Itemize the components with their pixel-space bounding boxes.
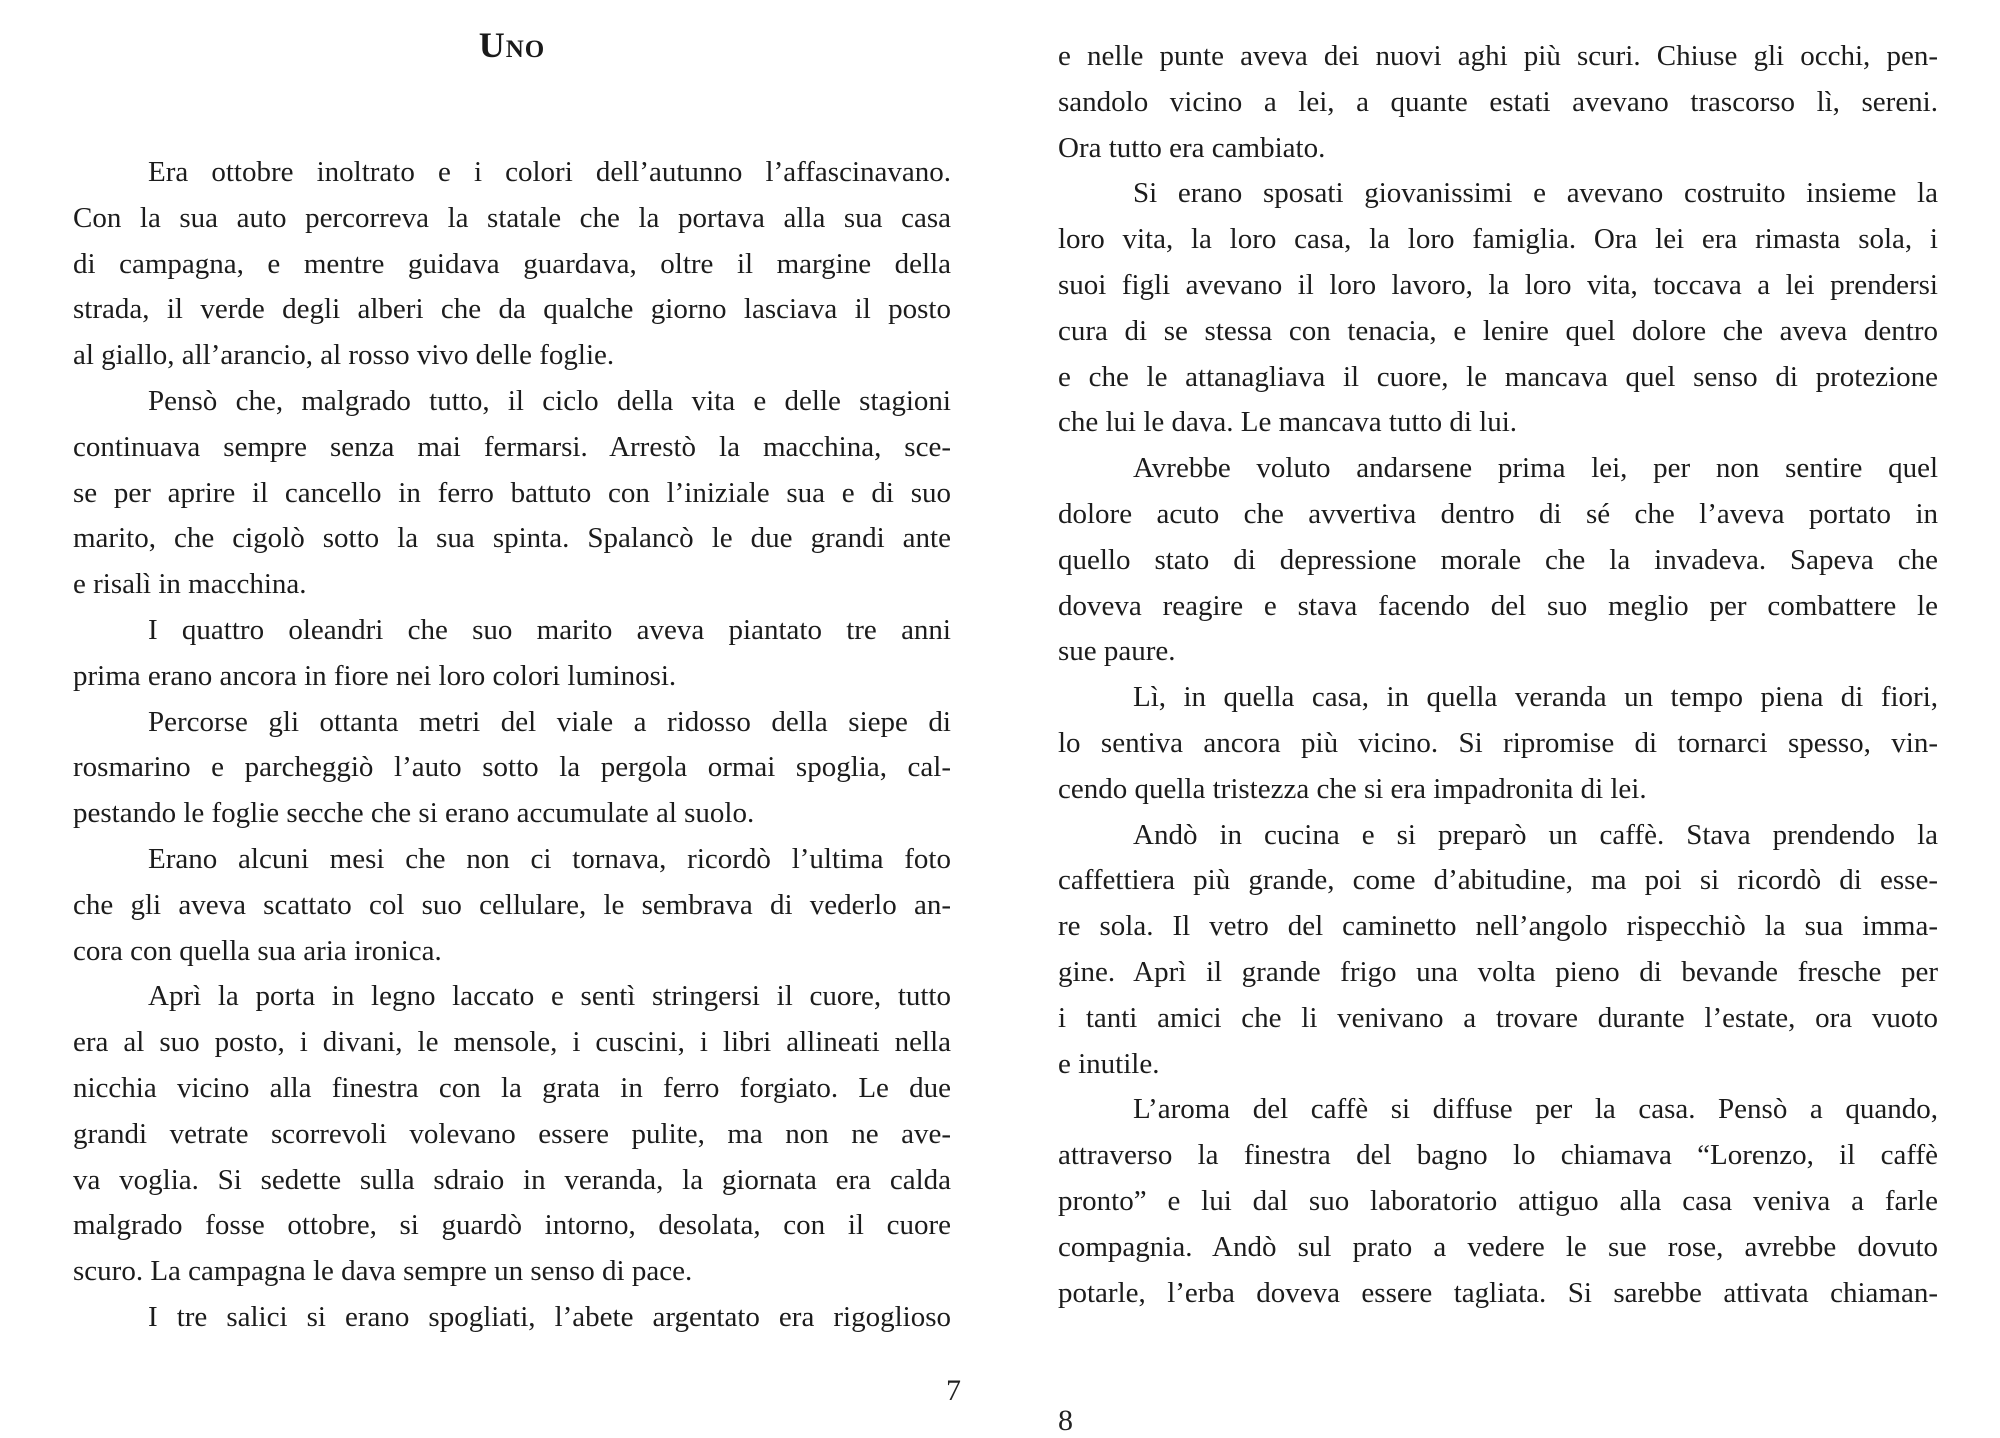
text-line: Lì, in quella casa, in quella veranda un tempo piena di fiori, bbox=[1133, 681, 1938, 714]
page-number-right: 8 bbox=[1058, 1404, 1073, 1437]
text-line: marito, che cigolò sotto la sua spinta. Spalancò le due grandi ante bbox=[73, 522, 951, 555]
text-line: di campagna, e mentre guidava guardava, oltre il margine della bbox=[73, 247, 951, 280]
text-line: quello stato di depressione morale che la invadeva. Sapeva che bbox=[1058, 543, 1938, 576]
text-line: doveva reagire e stava facendo del suo meglio per combattere le bbox=[1058, 589, 1938, 622]
text-line: continuava sempre senza mai fermarsi. Arrestò la macchina, sce- bbox=[73, 430, 951, 463]
text-line: grandi vetrate scorrevoli volevano essere pulite, ma non ne ave- bbox=[73, 1117, 951, 1150]
text-line: era al suo posto, i divani, le mensole, i cuscini, i libri allineati nella bbox=[73, 1026, 951, 1059]
text-line: sandolo vicino a lei, a quante estati avevano trascorso lì, sereni. bbox=[1058, 85, 1938, 118]
text-line: cendo quella tristezza che si era impadronita di lei. bbox=[1058, 772, 1647, 805]
text-line: I quattro oleandri che suo marito aveva piantato tre anni bbox=[148, 613, 951, 646]
text-line: se per aprire il cancello in ferro battuto con l’iniziale sua e di suo bbox=[73, 476, 951, 509]
text-line: al giallo, all’arancio, al rosso vivo delle foglie. bbox=[73, 339, 615, 372]
text-line: che lui le dava. Le mancava tutto di lui. bbox=[1058, 406, 1518, 439]
text-line: loro vita, la loro casa, la loro famiglia. Ora lei era rimasta sola, i bbox=[1058, 223, 1938, 256]
text-line: e inutile. bbox=[1058, 1047, 1160, 1080]
text-line: rosmarino e parcheggiò l’auto sotto la pergola ormai spoglia, cal- bbox=[73, 751, 951, 784]
text-line: malgrado fosse ottobre, si guardò intorno, desolata, con il cuore bbox=[73, 1209, 951, 1242]
text-line: lo sentiva ancora più vicino. Si ripromise di tornarci spesso, vin- bbox=[1058, 726, 1938, 759]
text-line: re sola. Il vetro del caminetto nell’angolo rispecchiò la sua imma- bbox=[1058, 910, 1938, 943]
text-line: Avrebbe voluto andarsene prima lei, per non sentire quel bbox=[1133, 452, 1938, 485]
text-line: Aprì la porta in legno laccato e sentì stringersi il cuore, tutto bbox=[148, 980, 951, 1013]
left-page bbox=[0, 0, 1000, 1425]
text-line: e risalì in macchina. bbox=[73, 568, 307, 601]
text-line: e nelle punte aveva dei nuovi aghi più scuri. Chiuse gli occhi, pen- bbox=[1058, 40, 1938, 72]
text-line: e che le attanagliava il cuore, le mancava quel senso di protezione bbox=[1058, 360, 1938, 393]
text-line: strada, il verde degli alberi che da qualche giorno lasciava il posto bbox=[73, 293, 951, 326]
text-line: Con la sua auto percorreva la statale che la portava alla sua casa bbox=[73, 201, 951, 234]
text-line: cora con quella sua aria ironica. bbox=[73, 934, 442, 967]
right-text-column bbox=[1058, 34, 1938, 1316]
text-line: Erano alcuni mesi che non ci tornava, ricordò l’ultima foto bbox=[148, 842, 951, 875]
page-number-left: 7 bbox=[946, 1374, 961, 1407]
text-line: dolore acuto che avvertiva dentro di sé che l’aveva portato in bbox=[1058, 497, 1938, 530]
text-line: Si erano sposati giovanissimi e avevano costruito insieme la bbox=[1133, 177, 1938, 210]
text-line: pronto” e lui dal suo laboratorio attiguo alla casa veniva a farle bbox=[1058, 1184, 1938, 1217]
text-line: suoi figli avevano il loro lavoro, la loro vita, toccava a lei prendersi bbox=[1058, 268, 1938, 301]
chapter-title: Uno bbox=[478, 25, 546, 65]
left-text-column bbox=[73, 150, 951, 1341]
text-line: I tre salici si erano spogliati, l’abete argentato era rigoglioso bbox=[148, 1300, 951, 1333]
text-line: scuro. La campagna le dava sempre un senso di pace. bbox=[73, 1255, 693, 1288]
text-line: sue paure. bbox=[1058, 635, 1176, 668]
text-line: caffettiera più grande, come d’abitudine, ma poi si ricordò di esse- bbox=[1058, 864, 1938, 897]
text-line: che gli aveva scattato col suo cellulare, le sembrava di vederlo an- bbox=[73, 888, 951, 921]
text-line: va voglia. Si sedette sulla sdraio in veranda, la giornata era calda bbox=[73, 1163, 951, 1196]
text-line: L’aroma del caffè si diffuse per la casa. Pensò a quando, bbox=[1133, 1093, 1938, 1126]
text-line: Era ottobre inoltrato e i colori dell’autunno l’affascinavano. bbox=[148, 156, 951, 188]
text-line: Andò in cucina e si preparò un caffè. Stava prendendo la bbox=[1133, 818, 1938, 851]
text-line: i tanti amici che li venivano a trovare durante l’estate, ora vuoto bbox=[1058, 1001, 1938, 1034]
text-line: Ora tutto era cambiato. bbox=[1058, 131, 1326, 164]
text-line: nicchia vicino alla finestra con la grata in ferro forgiato. Le due bbox=[73, 1071, 951, 1104]
text-line: attraverso la finestra del bagno lo chiamava “Lorenzo, il caffè bbox=[1058, 1139, 1938, 1172]
text-line: Pensò che, malgrado tutto, il ciclo della vita e delle stagioni bbox=[148, 384, 951, 417]
right-page bbox=[1000, 0, 2000, 1437]
text-line: potarle, l’erba doveva essere tagliata. Si sarebbe attivata chiaman- bbox=[1058, 1276, 1938, 1309]
text-line: Percorse gli ottanta metri del viale a ridosso della siepe di bbox=[148, 705, 951, 738]
text-line: compagnia. Andò sul prato a vedere le sue rose, avrebbe dovuto bbox=[1058, 1230, 1938, 1263]
text-line: cura di se stessa con tenacia, e lenire quel dolore che aveva dentro bbox=[1058, 314, 1938, 347]
text-line: gine. Aprì il grande frigo una volta pieno di bevande fresche per bbox=[1058, 955, 1938, 988]
text-line: prima erano ancora in fiore nei loro colori luminosi. bbox=[73, 659, 677, 692]
text-line: pestando le foglie secche che si erano accumulate al suolo. bbox=[73, 797, 755, 830]
